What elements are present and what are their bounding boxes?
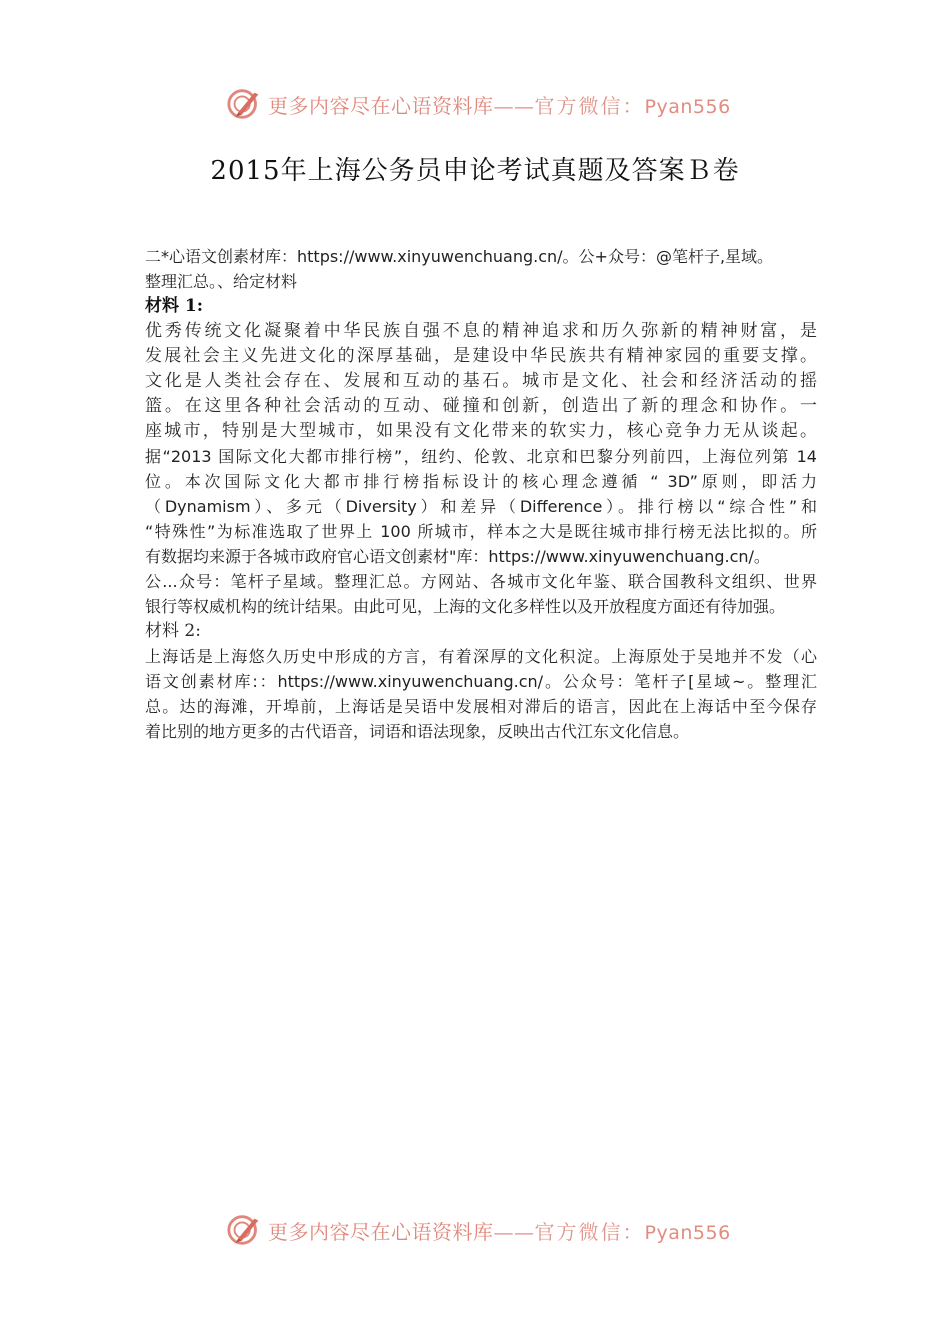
- document-title: 2015年上海公务员申论考试真题及答案Ｂ卷: [210, 156, 740, 186]
- text-line: 座城市，特别是大型城市，如果没有文化带来的软实力，核心竞争力无从谈起。: [145, 421, 817, 441]
- footer-banner: [0, 1208, 950, 1252]
- text-line: 公...众号：笔杆子星域。整理汇总。方网站、各城市文化年鉴、联合国教科文组织、世界: [145, 572, 817, 591]
- banner-wechat-id: Pyan556: [644, 95, 731, 118]
- section-heading: 材料 2:: [145, 621, 201, 641]
- text-line: 总。达的海滩，开埠前，上海话是吴语中发展相对滞后的语言，因此在上海话中至今保存: [145, 697, 817, 716]
- section-heading: 材料 1:: [145, 296, 204, 316]
- text-line: 着比别的地方更多的古代语音，词语和语法现象，反映出古代江东文化信息。: [145, 722, 690, 741]
- banner-separator: ——: [493, 93, 535, 118]
- text-line: 位。本次国际文化大都市排行榜指标设计的核心理念遵循 “ 3D”原则，即活力: [145, 472, 817, 491]
- text-line: 优秀传统文化凝聚着中华民族自强不息的精神追求和历久弥新的精神财富，是: [145, 321, 817, 341]
- header-banner: [0, 82, 950, 126]
- text-line: 发展社会主义先进文化的深厚基础，是建设中华民族共有精神家园的重要支撑。: [145, 346, 817, 366]
- text-line: 文化是人类社会存在、发展和互动的基石。城市是文化、社会和经济活动的摇: [145, 371, 817, 391]
- document-body: [145, 244, 817, 744]
- text-line: “特殊性”为标准选取了世界上 100 所城市，样本之大是既往城市排行榜无法比拟的。所: [145, 522, 817, 541]
- banner-wechat-label: 官方微信：: [534, 1219, 645, 1244]
- banner-separator: ——: [493, 1219, 535, 1244]
- text-line: 有数据均来源于各城市政府官心语文创素材"库：https://www.xinyuwenchuang.cn/。: [145, 547, 770, 566]
- banner-wechat-id: Pyan556: [644, 1221, 731, 1244]
- pen-logo-icon: [226, 84, 264, 124]
- text-line: 据“2013 国际文化大都市排行榜”，纽约、伦敦、北京和巴黎分列前四，上海位列第 14: [145, 447, 817, 466]
- pen-logo-icon: [226, 1210, 264, 1250]
- text-line: 二*心语文创素材库：https://www.xinyuwenchuang.cn/。公+众号：@笔杆子,星域。: [145, 247, 774, 266]
- banner-slogan: 更多内容尽在心语资料库: [268, 93, 494, 118]
- text-line: 银行等权威机构的统计结果。由此可见，上海的文化多样性以及开放程度方面还有待加强。: [145, 597, 786, 616]
- banner-slogan: 更多内容尽在心语资料库: [268, 1219, 494, 1244]
- banner-wechat-label: 官方微信：: [534, 93, 645, 118]
- text-line: 语文创素材库:：https://www.xinyuwenchuang.cn/。公众号：笔杆子[星域~。整理汇: [145, 672, 817, 691]
- text-line: 篮。在这里各种社会活动的互动、碰撞和创新，创造出了新的理念和协作。一: [145, 396, 817, 416]
- text-line: 上海话是上海悠久历史中形成的方言，有着深厚的文化积淀。上海原处于吴地并不发（心: [145, 647, 817, 666]
- text-line: 整理汇总。、给定材料: [145, 272, 298, 291]
- text-line: （Dynamism）、多元（Diversity）和差异（Difference）。排行榜以“综合性”和: [145, 497, 817, 516]
